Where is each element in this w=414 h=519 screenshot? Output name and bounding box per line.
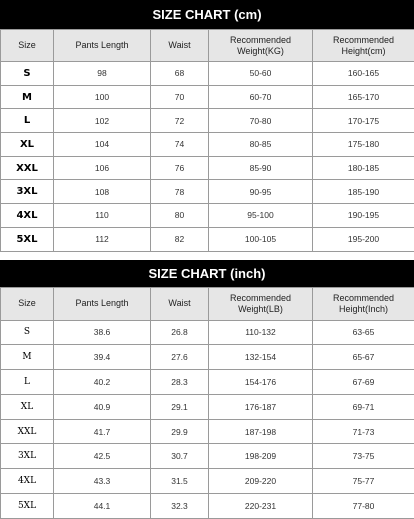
table-cell: 98 (54, 62, 151, 86)
table-cell: 100 (54, 85, 151, 109)
size-cell: 3XL (1, 180, 54, 204)
table-cell: 60-70 (209, 85, 313, 109)
table-cell: 78 (151, 180, 209, 204)
table-cell: 68 (151, 62, 209, 86)
table-cell: 38.6 (54, 320, 151, 345)
chart-title: SIZE CHART (inch) (0, 260, 414, 287)
table-cell: 73-75 (313, 444, 414, 469)
table-cell: 106 (54, 156, 151, 180)
size-cell: XXL (1, 156, 54, 180)
table-cell: 39.4 (54, 345, 151, 370)
table-cell: 102 (54, 109, 151, 133)
table-cell: 95-100 (209, 204, 313, 228)
size-chart-inch (0, 260, 414, 519)
size-cell: XL (1, 394, 54, 419)
table-cell: 26.8 (151, 320, 209, 345)
table-cell: 41.7 (54, 419, 151, 444)
table-row (1, 370, 414, 395)
table-cell: 104 (54, 133, 151, 157)
table-row (1, 180, 414, 204)
column-header: Pants Length (54, 287, 151, 320)
table-row (1, 109, 414, 133)
table-cell: 108 (54, 180, 151, 204)
table-cell: 82 (151, 227, 209, 251)
size-chart-cm (0, 0, 414, 252)
column-header: Recommended Weight(LB) (209, 287, 313, 320)
table-cell: 29.9 (151, 419, 209, 444)
table-row (1, 133, 414, 157)
table-cell: 154-176 (209, 370, 313, 395)
table-cell: 28.3 (151, 370, 209, 395)
table-cell: 176-187 (209, 394, 313, 419)
table-cell: 187-198 (209, 419, 313, 444)
table-cell: 198-209 (209, 444, 313, 469)
table-row (1, 345, 414, 370)
column-header: Recommended Height(cm) (313, 30, 414, 62)
table-cell: 32.3 (151, 494, 209, 519)
table-cell: 85-90 (209, 156, 313, 180)
table-cell: 70-80 (209, 109, 313, 133)
size-cell: M (1, 85, 54, 109)
size-cell: 4XL (1, 204, 54, 228)
table-row (1, 85, 414, 109)
table-row (1, 469, 414, 494)
table-cell: 63-65 (313, 320, 414, 345)
table-cell: 67-69 (313, 370, 414, 395)
table-cell: 165-170 (313, 85, 414, 109)
table-cell: 112 (54, 227, 151, 251)
size-cell: 3XL (1, 444, 54, 469)
table-cell: 160-165 (313, 62, 414, 86)
table-cell: 190-195 (313, 204, 414, 228)
table-row (1, 227, 414, 251)
column-header: Pants Length (54, 30, 151, 62)
table-cell: 74 (151, 133, 209, 157)
table-cell: 70 (151, 85, 209, 109)
table-cell: 30.7 (151, 444, 209, 469)
table-cell: 75-77 (313, 469, 414, 494)
size-cell: L (1, 109, 54, 133)
table-cell: 77-80 (313, 494, 414, 519)
size-cell: M (1, 345, 54, 370)
table-cell: 90-95 (209, 180, 313, 204)
chart-gap (0, 252, 414, 260)
size-cell: 5XL (1, 494, 54, 519)
size-cell: XL (1, 133, 54, 157)
table-cell: 185-190 (313, 180, 414, 204)
size-cell: S (1, 62, 54, 86)
table-row (1, 204, 414, 228)
size-cell: L (1, 370, 54, 395)
table-cell: 175-180 (313, 133, 414, 157)
size-cell: 4XL (1, 469, 54, 494)
table-cell: 71-73 (313, 419, 414, 444)
table-row (1, 494, 414, 519)
table-cell: 42.5 (54, 444, 151, 469)
table-cell: 72 (151, 109, 209, 133)
table-cell: 195-200 (313, 227, 414, 251)
table-cell: 40.2 (54, 370, 151, 395)
table-cell: 132-154 (209, 345, 313, 370)
table-cell: 170-175 (313, 109, 414, 133)
column-header: Recommended Weight(KG) (209, 30, 313, 62)
table-cell: 50-60 (209, 62, 313, 86)
table-row (1, 394, 414, 419)
column-header: Waist (151, 30, 209, 62)
table-row (1, 62, 414, 86)
size-cell: S (1, 320, 54, 345)
column-header: Waist (151, 287, 209, 320)
table-cell: 209-220 (209, 469, 313, 494)
header-row (1, 287, 414, 320)
table-cell: 40.9 (54, 394, 151, 419)
table-cell: 80-85 (209, 133, 313, 157)
table-cell: 220-231 (209, 494, 313, 519)
column-header: Recommended Height(Inch) (313, 287, 414, 320)
table-cell: 31.5 (151, 469, 209, 494)
table-cell: 27.6 (151, 345, 209, 370)
table-cell: 44.1 (54, 494, 151, 519)
size-cell: XXL (1, 419, 54, 444)
column-header: Size (1, 287, 54, 320)
table-cell: 29.1 (151, 394, 209, 419)
table-row (1, 444, 414, 469)
chart-title: SIZE CHART (cm) (0, 0, 414, 29)
table-cell: 69-71 (313, 394, 414, 419)
table-cell: 100-105 (209, 227, 313, 251)
table-cell: 76 (151, 156, 209, 180)
size-table (0, 29, 414, 252)
table-cell: 110-132 (209, 320, 313, 345)
size-table (0, 287, 414, 519)
table-cell: 180-185 (313, 156, 414, 180)
table-row (1, 156, 414, 180)
table-cell: 43.3 (54, 469, 151, 494)
table-row (1, 419, 414, 444)
column-header: Size (1, 30, 54, 62)
table-cell: 65-67 (313, 345, 414, 370)
table-cell: 110 (54, 204, 151, 228)
table-cell: 80 (151, 204, 209, 228)
header-row (1, 30, 414, 62)
table-row (1, 320, 414, 345)
size-cell: 5XL (1, 227, 54, 251)
